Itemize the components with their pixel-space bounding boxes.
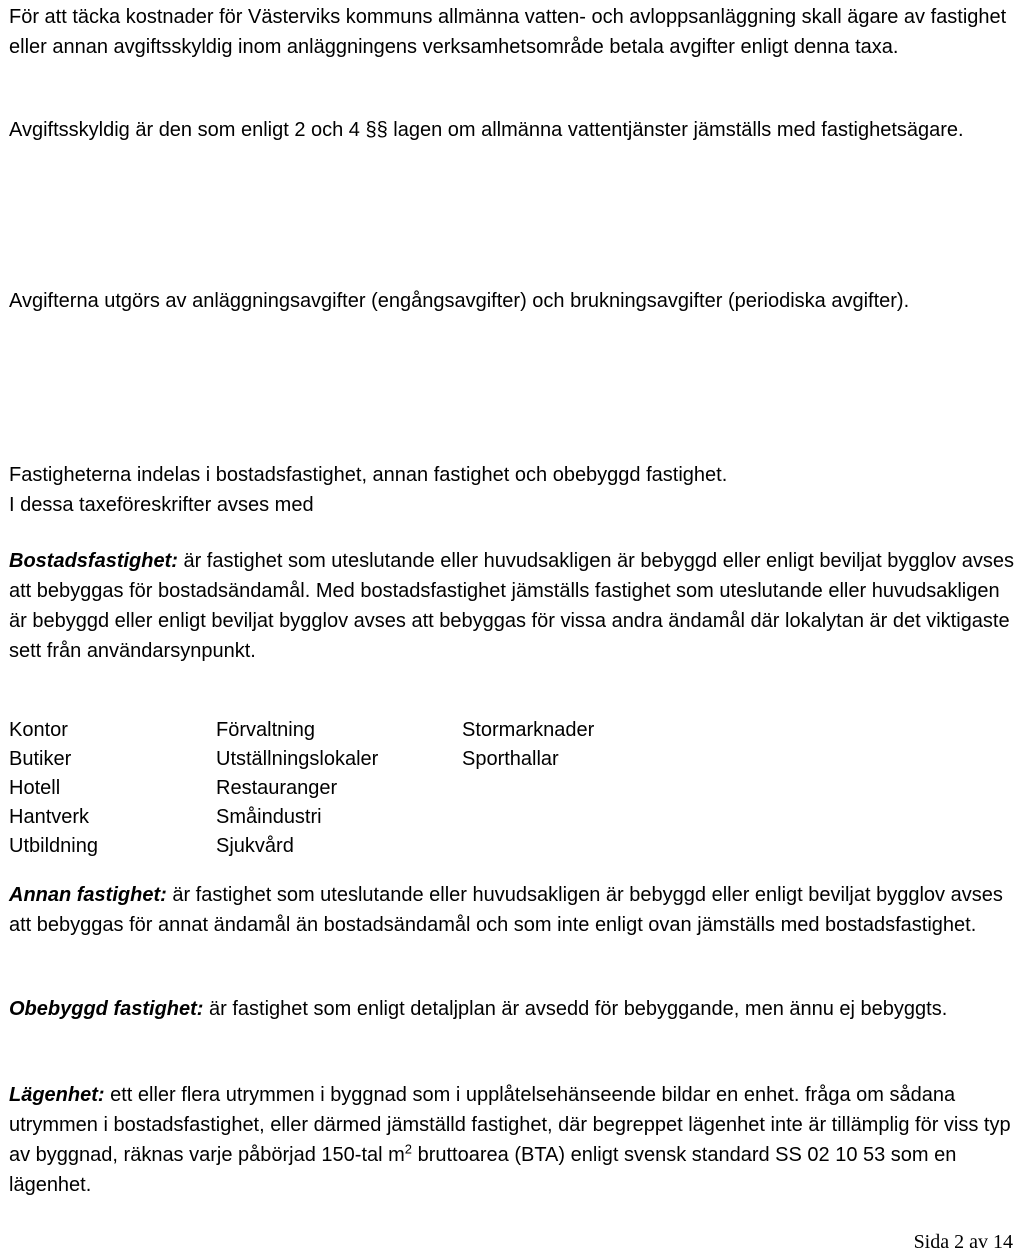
lagenhet-text-end: bruttoarea (BTA) enligt svensk standard SS 02 10 53 som en lägenhet. <box>9 1144 957 1196</box>
annan-fastighet-text: är fastighet som uteslutande eller huvudsakligen är bebyggd eller enligt beviljat bygglov avses att bebyggas för annat ändamål än bostadsändamål och som inte enligt ovan jämställs med bostadsfastighet. <box>9 884 1003 936</box>
example-item: Förvaltning <box>216 719 315 741</box>
example-item: Hotell <box>9 777 61 799</box>
lagenhet-text: ett eller flera utrymmen i byggnad som i upplåtelsehänseende bildar en enhet. fråga om sådana utrymmen i bostadsfastighet, eller därmed jämställd fastighet, där begreppet lägenhet inte är tillämplig för viss typ av byggnad, räknas varje påbörjad 150-tal m <box>9 1084 1011 1166</box>
example-item: Utställningslokaler <box>216 748 379 770</box>
example-item: Restauranger <box>216 777 338 799</box>
bostadsfastighet-text: är fastighet som uteslutande eller huvudsakligen är bebyggd eller enligt beviljat bygglov avses att bebyggas för bostadsändamål. Med bostadsfastighet jämställs fastighet som uteslutande eller huvudsakligen är bebyggd eller enligt beviljat bygglov avses att bebyggas för vissa andra ändamål där lokalytan är det viktigaste sett från användarsynpunkt. <box>9 550 1014 662</box>
example-column-2 <box>216 716 378 861</box>
example-column-3 <box>462 716 594 774</box>
example-item: Hantverk <box>9 806 90 828</box>
intro-paragraph: För att täcka kostnader för Västerviks kommuns allmänna vatten- och avloppsanläggning skall ägare av fastighet eller annan avgiftsskyldig inom anläggningens verksamhetsområde betala avgifter enligt denna taxa. <box>9 6 1007 58</box>
example-item: Kontor <box>9 719 68 741</box>
example-item: Sporthallar <box>462 748 559 770</box>
page-number: Sida 2 av 14 <box>913 1231 1013 1253</box>
indelning-line-2: I dessa taxeföreskrifter avses med <box>9 494 314 516</box>
example-item: Utbildning <box>9 835 98 857</box>
avgiftsskyldig-paragraph: Avgiftsskyldig är den som enligt 2 och 4 §§ lagen om allmänna vattentjänster jämställs med fastighetsägare. <box>9 119 964 141</box>
avgifter-paragraph: Avgifterna utgörs av anläggningsavgifter (engångsavgifter) och brukningsavgifter (periodiska avgifter). <box>9 290 910 312</box>
lagenhet-term: Lägenhet: <box>9 1084 105 1106</box>
example-item: Butiker <box>9 748 72 770</box>
obebyggd-fastighet-definition <box>9 994 1021 1024</box>
bostadsfastighet-definition <box>9 546 1021 666</box>
annan-fastighet-term: Annan fastighet: <box>9 884 167 906</box>
example-item: Stormarknader <box>462 719 595 741</box>
example-item: Sjukvård <box>216 835 294 857</box>
indelning-line-1: Fastigheterna indelas i bostadsfastighet, annan fastighet och obebyggd fastighet. <box>9 464 728 486</box>
superscript-2: 2 <box>404 1141 413 1157</box>
bostadsfastighet-term: Bostadsfastighet: <box>9 550 178 572</box>
obebyggd-fastighet-text: är fastighet som enligt detaljplan är avsedd för bebyggande, men ännu ej bebyggts. <box>203 998 948 1020</box>
annan-fastighet-definition <box>9 880 1021 940</box>
lagenhet-definition <box>9 1080 1021 1200</box>
indelning-paragraph <box>9 460 1021 520</box>
example-column-1 <box>9 716 98 861</box>
example-item: Småindustri <box>216 806 322 828</box>
obebyggd-fastighet-term: Obebyggd fastighet: <box>9 998 204 1020</box>
